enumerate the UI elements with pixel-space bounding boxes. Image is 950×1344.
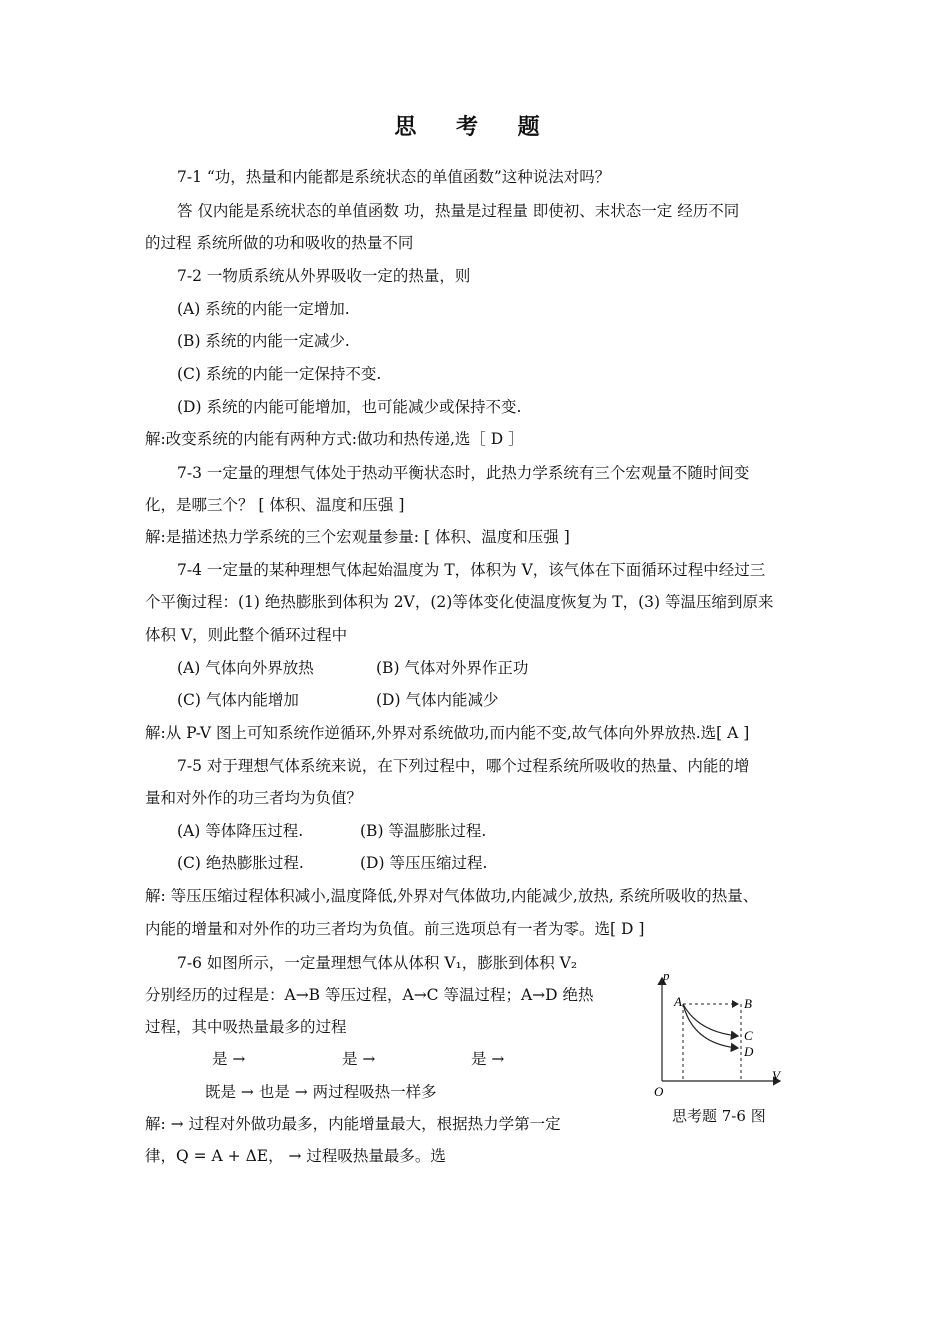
adiabatic-path-ad	[683, 1004, 738, 1048]
isothermal-path-ac	[683, 1004, 738, 1036]
q6-blank-4: 既是 → 也是 → 两过程吸热一样多	[205, 1083, 437, 1101]
q5-question-line1: 7-5 对于理想气体系统来说，在下列过程中，哪个过程系统所吸收的热量、内能的增	[177, 757, 750, 775]
q3-question-line2: 化，是哪三个？ [ 体积、温度和压强 ]	[145, 496, 405, 514]
q4-question-line1: 7-4 一定量的某种理想气体起始温度为 T，体积为 V，该气体在下面循环过程中经过三	[177, 561, 766, 579]
q6-blank-2: 是 →	[342, 1050, 376, 1068]
q1-answer-line2: 的过程 系统所做的功和吸收的热量不同	[145, 234, 414, 252]
q2-option-c: (C) 系统的内能一定保持不变.	[177, 365, 382, 383]
page-title: 思 考 题	[394, 114, 556, 140]
q5-option-a: (A) 等体降压过程.	[177, 822, 304, 840]
q6-question-line1: 7-6 如图所示，一定量理想气体从体积 V₁，膨胀到体积 V₂	[177, 954, 578, 972]
q4-option-b: (B) 气体对外界作正功	[376, 659, 529, 677]
q5-option-b: (B) 等温膨胀过程.	[360, 822, 487, 840]
v-axis-label: V	[772, 1068, 780, 1083]
q3-solution: 解:是描述热力学系统的三个宏观量参量: [ 体积、温度和压强 ]	[145, 528, 570, 546]
q5-option-d: (D) 等压压缩过程.	[360, 854, 488, 872]
q5-option-c: (C) 绝热膨胀过程.	[177, 854, 304, 872]
pv-diagram	[648, 966, 798, 1101]
q6-solution-line1: 解: → 过程对外做功最多，内能增量最大，根据热力学第一定	[145, 1115, 561, 1133]
q2-option-a: (A) 系统的内能一定增加.	[177, 300, 350, 318]
q1-answer-line1: 答 仅内能是系统状态的单值函数 功，热量是过程量 即使初、末状态一定 经历不同	[177, 202, 740, 220]
q6-blank-1: 是 →	[212, 1050, 246, 1068]
q1-question: 7-1 “功，热量和内能都是系统状态的单值函数”这种说法对吗？	[177, 168, 611, 186]
q2-option-d: (D) 系统的内能可能增加，也可能减少或保持不变.	[177, 398, 522, 416]
q6-question-line3: 过程，其中吸热量最多的过程	[145, 1018, 347, 1036]
q4-question-line3: 体积 V，则此整个循环过程中	[145, 626, 348, 644]
q6-blank-3: 是 →	[471, 1050, 505, 1068]
q2-question: 7-2 一物质系统从外界吸收一定的热量，则	[177, 267, 471, 285]
q5-solution-line1: 解: 等压压缩过程体积减小,温度降低,外界对气体做功,内能减少,放热, 系统所吸收的热量、	[145, 887, 759, 905]
p-axis-label: p	[663, 968, 670, 983]
q6-question-line2: 分别经历的过程是：A→B 等压过程，A→C 等温过程；A→D 绝热	[145, 986, 594, 1004]
q5-question-line2: 量和对外作的功三者均为负值？	[145, 789, 363, 807]
q4-solution: 解:从 P-V 图上可知系统作逆循环,外界对系统做功,而内能不变,故气体向外界放热.选[ A ]	[145, 724, 750, 742]
q4-option-a: (A) 气体向外界放热	[177, 659, 314, 677]
q4-option-d: (D) 气体内能减少	[376, 691, 499, 709]
point-c-label: C	[744, 1028, 753, 1043]
q2-solution: 解:改变系统的内能有两种方式:做功和热传递,选［ D ］	[145, 430, 524, 448]
q6-solution-line2: 律，Q = A + ΔE， → 过程吸热量最多。选	[145, 1147, 446, 1165]
q4-option-c: (C) 气体内能增加	[177, 691, 299, 709]
origin-label: O	[654, 1084, 664, 1099]
q5-solution-line2: 内能的增量和对外作的功三者均为负值。前三选项总有一者为零。选[ D ]	[145, 920, 645, 938]
figure-caption: 思考题 7-6 图	[672, 1107, 766, 1125]
q4-question-line2: 个平衡过程：(1) 绝热膨胀到体积为 2V，(2)等体变化使温度恢复为 T，(3) 等温压缩到原来	[145, 593, 774, 611]
point-d-label: D	[744, 1044, 754, 1059]
point-b-label: B	[744, 996, 752, 1011]
q2-option-b: (B) 系统的内能一定减少.	[177, 332, 350, 350]
q3-question-line1: 7-3 一定量的理想气体处于热动平衡状态时，此热力学系统有三个宏观量不随时间变	[177, 464, 750, 482]
point-a-label: A	[674, 994, 682, 1009]
